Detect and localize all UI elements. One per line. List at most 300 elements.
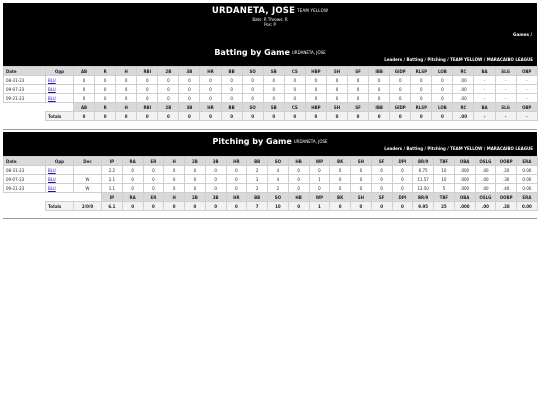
breadcrumb-pitching[interactable]: Pitching / [427,57,449,62]
stat-cell: 0 [369,76,390,85]
stat-cell: 0 [330,184,351,193]
total-cell: 0 [221,112,242,121]
column-header[interactable]: Opp [46,157,74,166]
stat-cell: 0 [390,94,411,103]
stat-cell: 0 [158,94,179,103]
stat-cell: 0 [369,85,390,94]
stat-cell: 0 [284,94,305,103]
stat-cell: 0 [95,76,116,85]
column-header[interactable]: Opp [46,67,74,76]
stat-cell: 0 [326,85,347,94]
stat-cell: 0 [164,184,185,193]
total-cell: 0 [348,112,369,121]
column-header[interactable]: IP [102,157,123,166]
pitching-title-line [3,137,537,146]
column-header[interactable]: SB [263,103,284,112]
column-header[interactable]: BK [330,193,351,202]
stat-cell: 0 [351,166,372,175]
column-header[interactable]: SH [326,103,347,112]
stat-cell: 0 [392,175,413,184]
stat-cell: - [516,94,537,103]
total-cell: 0 [242,112,263,121]
column-header[interactable]: RA [122,193,143,202]
blank-cell [4,193,46,202]
total-cell: 10 [268,202,289,211]
stat-cell: - [495,85,516,94]
column-header[interactable]: HBP [305,103,326,112]
opponent-cell [46,184,74,193]
total-cell: 0 [284,112,305,121]
pitching-repeat-header-row [4,193,538,202]
stat-cell: 11.57 [413,175,434,184]
stat-cell: 0 [305,85,326,94]
column-header[interactable]: 3B [179,103,200,112]
pitching-totals-row [4,202,538,211]
column-header[interactable]: HR [200,103,221,112]
game-date: 08-31-23 [4,76,46,85]
total-cell: 7 [247,202,268,211]
total-cell: 0 [392,202,413,211]
stat-cell: 0 [226,184,247,193]
stat-cell: 0.00 [517,166,538,175]
column-header[interactable]: OSLG [475,157,496,166]
stat-cell: 0 [330,166,351,175]
stat-cell: 0 [185,166,206,175]
column-header[interactable]: OBA [454,193,475,202]
column-header[interactable]: HR [226,193,247,202]
stat-cell: 0 [122,166,143,175]
column-header[interactable]: 2B [158,103,179,112]
opponent-link[interactable]: BLU [48,86,56,92]
column-header[interactable]: 3B [205,193,226,202]
player-name-line [3,6,537,16]
player-name: URDANETA, JOSE [211,6,296,16]
breadcrumb-batting[interactable]: Batting / [406,57,426,62]
stat-cell: 0 [392,166,413,175]
bats-throws: Bats: R Throws: R [252,17,288,22]
total-cell: 0 [330,202,351,211]
column-header[interactable]: BR/9 [413,157,434,166]
stat-cell: .00 [475,184,496,193]
column-header[interactable]: DPI [392,193,413,202]
stat-cell: 0 [74,85,95,94]
column-header[interactable]: GIDP [390,67,411,76]
opponent-cell [46,94,74,103]
total-cell: 0 [179,112,200,121]
column-header[interactable]: OOBP [496,193,517,202]
column-header[interactable]: IBB [369,103,390,112]
total-cell: 0 [351,202,372,211]
game-date: 09-21-23 [4,184,46,193]
stat-cell: 0 [351,184,372,193]
batting-title-bar [3,43,537,67]
stat-cell: 0 [284,76,305,85]
column-header[interactable]: LOB [432,103,453,112]
stat-cell: 0 [371,175,392,184]
blank-cell [74,193,102,202]
stat-cell: 0 [326,94,347,103]
total-cell: - [516,112,537,121]
stat-cell: .00 [453,94,474,103]
stat-cell: 0 [288,175,309,184]
column-header[interactable]: ERA [517,193,538,202]
stat-cell: 0 [309,166,330,175]
column-header[interactable]: AB [74,67,95,76]
total-cell: 0 [200,112,221,121]
stat-cell: 0 [288,166,309,175]
breadcrumb-pitching[interactable]: Pitching / [427,146,449,151]
column-header[interactable]: RLSP [411,103,432,112]
stat-cell: 0 [143,175,164,184]
column-header[interactable]: ERA [517,157,538,166]
stat-cell: 0 [205,166,226,175]
column-header[interactable]: Date [4,67,46,76]
column-header[interactable]: SH [351,157,372,166]
stat-cell: 1.1 [102,184,123,193]
batting-repeat-header-row [4,103,538,112]
column-header[interactable]: HB [288,193,309,202]
column-header[interactable]: RC [453,103,474,112]
table-row [4,85,538,94]
table-row [4,166,538,175]
column-header[interactable]: ER [143,157,164,166]
stat-cell: 0 [143,184,164,193]
total-cell: 0 [164,202,185,211]
stat-cell: 0 [221,76,242,85]
column-header[interactable]: Dec [74,157,102,166]
batting-header-row [4,67,538,76]
column-header[interactable]: OBP [516,67,537,76]
batting-table [3,66,538,121]
stat-cell: 0 [330,175,351,184]
totals-decision: 2/0/0 [74,202,102,211]
stat-cell: 0 [242,76,263,85]
column-header[interactable]: H [116,103,137,112]
table-row [4,76,538,85]
opponent-link[interactable]: BLU [48,77,56,83]
column-header[interactable]: HB [288,157,309,166]
column-header[interactable]: 2B [158,67,179,76]
column-header[interactable]: BK [330,157,351,166]
pitching-table [3,156,538,211]
team-tag: TEAM YELLOW [297,8,329,13]
column-header[interactable]: SLG [495,103,516,112]
stat-cell: 0 [116,76,137,85]
stat-cell: 0 [116,94,137,103]
opponent-link[interactable]: BLU [48,185,56,191]
stat-cell: 0 [137,94,158,103]
opponent-link[interactable]: BLU [48,95,56,101]
breadcrumb-league[interactable]: MARACAIBO LEAGUE [486,57,533,62]
total-cell: 0 [432,112,453,121]
stat-cell: .000 [454,184,475,193]
batting-subtitle: URDANETA, JOSE [291,50,326,55]
stat-cell: 4 [268,166,289,175]
column-header[interactable]: R [95,67,116,76]
column-header[interactable]: SB [263,67,284,76]
total-cell: .00 [475,202,496,211]
breadcrumb-team[interactable]: TEAM YELLOW / [450,146,486,151]
total-cell: 6.1 [102,202,123,211]
column-header[interactable]: RA [122,157,143,166]
decision-cell: W [74,175,102,184]
stat-cell: 2 [247,166,268,175]
game-date: 09-07-23 [4,85,46,94]
total-cell: 0 [95,112,116,121]
column-header[interactable]: H [164,193,185,202]
stat-cell: 0 [200,85,221,94]
stat-cell: - [474,85,495,94]
stat-cell: .00 [453,85,474,94]
stat-cell: 0 [179,76,200,85]
column-header[interactable]: BB [247,157,268,166]
stat-cell: 0 [74,76,95,85]
column-header[interactable]: ER [143,193,164,202]
total-cell: 0 [116,112,137,121]
column-header[interactable]: OOBP [496,157,517,166]
stat-cell: 2.1 [102,175,123,184]
total-cell: 0 [369,112,390,121]
column-header[interactable]: SO [268,193,289,202]
stat-cell: 0 [348,76,369,85]
game-date: 09-07-23 [4,175,46,184]
stat-cell: .00 [475,166,496,175]
stat-cell: 0 [158,76,179,85]
total-cell: 0 [74,112,95,121]
stat-cell: 0 [369,94,390,103]
column-header[interactable]: AB [74,103,95,112]
stat-cell: 0 [351,175,372,184]
games-link[interactable]: Games / [513,32,532,37]
column-header[interactable]: OBA [454,157,475,166]
stat-cell: 0 [179,94,200,103]
stat-cell: .00 [453,76,474,85]
opponent-cell [46,175,74,184]
column-header[interactable]: HR [200,67,221,76]
column-header[interactable]: TBF [434,157,455,166]
stat-cell: 13.50 [413,184,434,193]
opponent-cell [46,76,74,85]
column-header[interactable]: SLG [495,67,516,76]
stat-cell: - [516,76,537,85]
total-cell: - [495,112,516,121]
stat-cell: 0 [164,175,185,184]
opponent-cell [46,166,74,175]
stat-cell: 0 [185,184,206,193]
column-header[interactable]: SO [268,157,289,166]
total-cell: 0 [137,112,158,121]
stat-cell: 0 [116,85,137,94]
total-cell: .28 [496,202,517,211]
column-header[interactable]: TBF [434,193,455,202]
total-cell: 0 [411,112,432,121]
column-header[interactable]: SF [371,193,392,202]
stat-cell: 0 [221,85,242,94]
column-header[interactable]: DPI [392,157,413,166]
total-cell: 0 [390,112,411,121]
stat-cell: 0 [432,94,453,103]
stat-cell: 0 [137,85,158,94]
column-header[interactable]: HBP [305,67,326,76]
column-header[interactable]: RC [453,67,474,76]
column-header[interactable]: 2B [185,193,206,202]
stat-cell: 10 [434,166,455,175]
stat-cell: 0 [185,175,206,184]
totals-label: Totals [46,112,74,121]
stat-cell: 2 [247,184,268,193]
stat-cell: 0 [263,94,284,103]
stat-cell: - [495,76,516,85]
stat-cell: - [495,94,516,103]
column-header[interactable]: BB [221,67,242,76]
stat-cell: 4 [268,175,289,184]
total-cell: 1 [309,202,330,211]
footer-divider [3,218,537,219]
blank-cell [4,103,46,112]
column-header[interactable]: BA [474,103,495,112]
column-header[interactable]: SF [371,157,392,166]
column-header[interactable]: BA [474,67,495,76]
stat-cell: 0 [371,184,392,193]
stat-cell: 0 [200,76,221,85]
column-header[interactable]: SH [351,193,372,202]
stat-cell: 0 [200,94,221,103]
batting-title: Batting by Game [214,48,290,57]
column-header[interactable]: GIDP [390,103,411,112]
total-cell: 0 [143,202,164,211]
stat-cell: 0 [137,76,158,85]
breadcrumb [3,146,537,152]
stat-cell: .30 [496,175,517,184]
stat-cell: 0 [305,76,326,85]
column-header[interactable]: H [164,157,185,166]
stat-cell: 0 [95,85,116,94]
total-cell: 0 [158,112,179,121]
column-header[interactable]: OSLG [475,193,496,202]
stat-cell: 0 [226,166,247,175]
table-row [4,184,538,193]
stat-cell: 0 [348,94,369,103]
stat-cell: - [516,85,537,94]
stat-cell: 0 [242,94,263,103]
stat-cell: 0 [432,76,453,85]
batting-title-line [3,48,537,57]
total-cell: 0 [185,202,206,211]
position: Pos: P [264,22,276,27]
stat-cell: 0 [143,166,164,175]
column-header[interactable]: Date [4,157,46,166]
total-cell: .000 [454,202,475,211]
stat-cell: 1 [309,175,330,184]
column-header[interactable]: 3B [179,67,200,76]
breadcrumb-leaders[interactable]: Leaders / [384,57,406,62]
column-header[interactable]: RBI [137,67,158,76]
stat-cell: 0 [288,184,309,193]
column-header[interactable]: RLSP [411,67,432,76]
column-header[interactable]: IP [102,193,123,202]
decision-cell: W [74,184,102,193]
column-header[interactable]: IBB [369,67,390,76]
column-header[interactable]: SO [242,103,263,112]
column-header[interactable]: H [116,67,137,76]
stat-cell: 0 [242,85,263,94]
column-header[interactable]: BB [221,103,242,112]
total-cell: 0 [122,202,143,211]
breadcrumb-league[interactable]: MARACAIBO LEAGUE [486,146,533,151]
breadcrumb-team[interactable]: TEAM YELLOW / [450,57,486,62]
stat-cell: 5 [434,184,455,193]
stat-cell: 0 [263,85,284,94]
total-cell: 25 [434,202,455,211]
blank-cell [46,103,74,112]
column-header[interactable]: 2B [185,157,206,166]
stat-cell: 2.2 [102,166,123,175]
pitching-header-row [4,157,538,166]
table-row [4,94,538,103]
stat-cell: 6.75 [413,166,434,175]
column-header[interactable]: HR [226,157,247,166]
pitching-title: Pitching by Game [212,137,292,146]
stat-cell: 0 [432,85,453,94]
stat-cell: 0 [226,175,247,184]
breadcrumb-leaders[interactable]: Leaders / [384,146,406,151]
stat-cell: 0.00 [517,175,538,184]
stat-cell: .40 [496,184,517,193]
stat-cell: 0 [348,85,369,94]
game-date: 09-21-23 [4,94,46,103]
breadcrumb-batting[interactable]: Batting / [406,146,426,151]
column-header[interactable]: CS [284,67,305,76]
column-header[interactable]: BR/9 [413,193,434,202]
total-cell: .00 [453,112,474,121]
blank-cell [46,193,74,202]
stat-cell: .00 [475,175,496,184]
total-cell: 0 [205,202,226,211]
stat-cell: 0 [205,175,226,184]
column-header[interactable]: SF [348,103,369,112]
total-cell: 0 [326,112,347,121]
opponent-link[interactable]: BLU [48,176,56,182]
stat-cell: 0 [411,85,432,94]
column-header[interactable]: LOB [432,67,453,76]
total-cell: 0 [288,202,309,211]
pitching-title-bar [3,132,537,156]
stat-cell: 0 [305,94,326,103]
stat-cell: 0 [158,85,179,94]
column-header[interactable]: WP [309,157,330,166]
column-header[interactable]: SO [242,67,263,76]
total-cell: 9.95 [413,202,434,211]
stat-cell: 0 [390,76,411,85]
stat-cell: 0 [390,85,411,94]
column-header[interactable]: RBI [137,103,158,112]
pitching-subtitle: URDANETA, JOSE [293,139,328,144]
batting-totals-row [4,112,538,121]
column-header[interactable]: OBP [516,103,537,112]
stat-cell: 0 [411,76,432,85]
stat-cell: .20 [496,166,517,175]
stat-cell: 0 [122,184,143,193]
column-header[interactable]: SH [326,67,347,76]
stat-cell: 0 [371,166,392,175]
column-header[interactable]: BB [247,193,268,202]
column-header[interactable]: R [95,103,116,112]
opponent-link[interactable]: BLU [48,167,56,173]
column-header[interactable]: 3B [205,157,226,166]
column-header[interactable]: SF [348,67,369,76]
column-header[interactable]: WP [309,193,330,202]
column-header[interactable]: CS [284,103,305,112]
